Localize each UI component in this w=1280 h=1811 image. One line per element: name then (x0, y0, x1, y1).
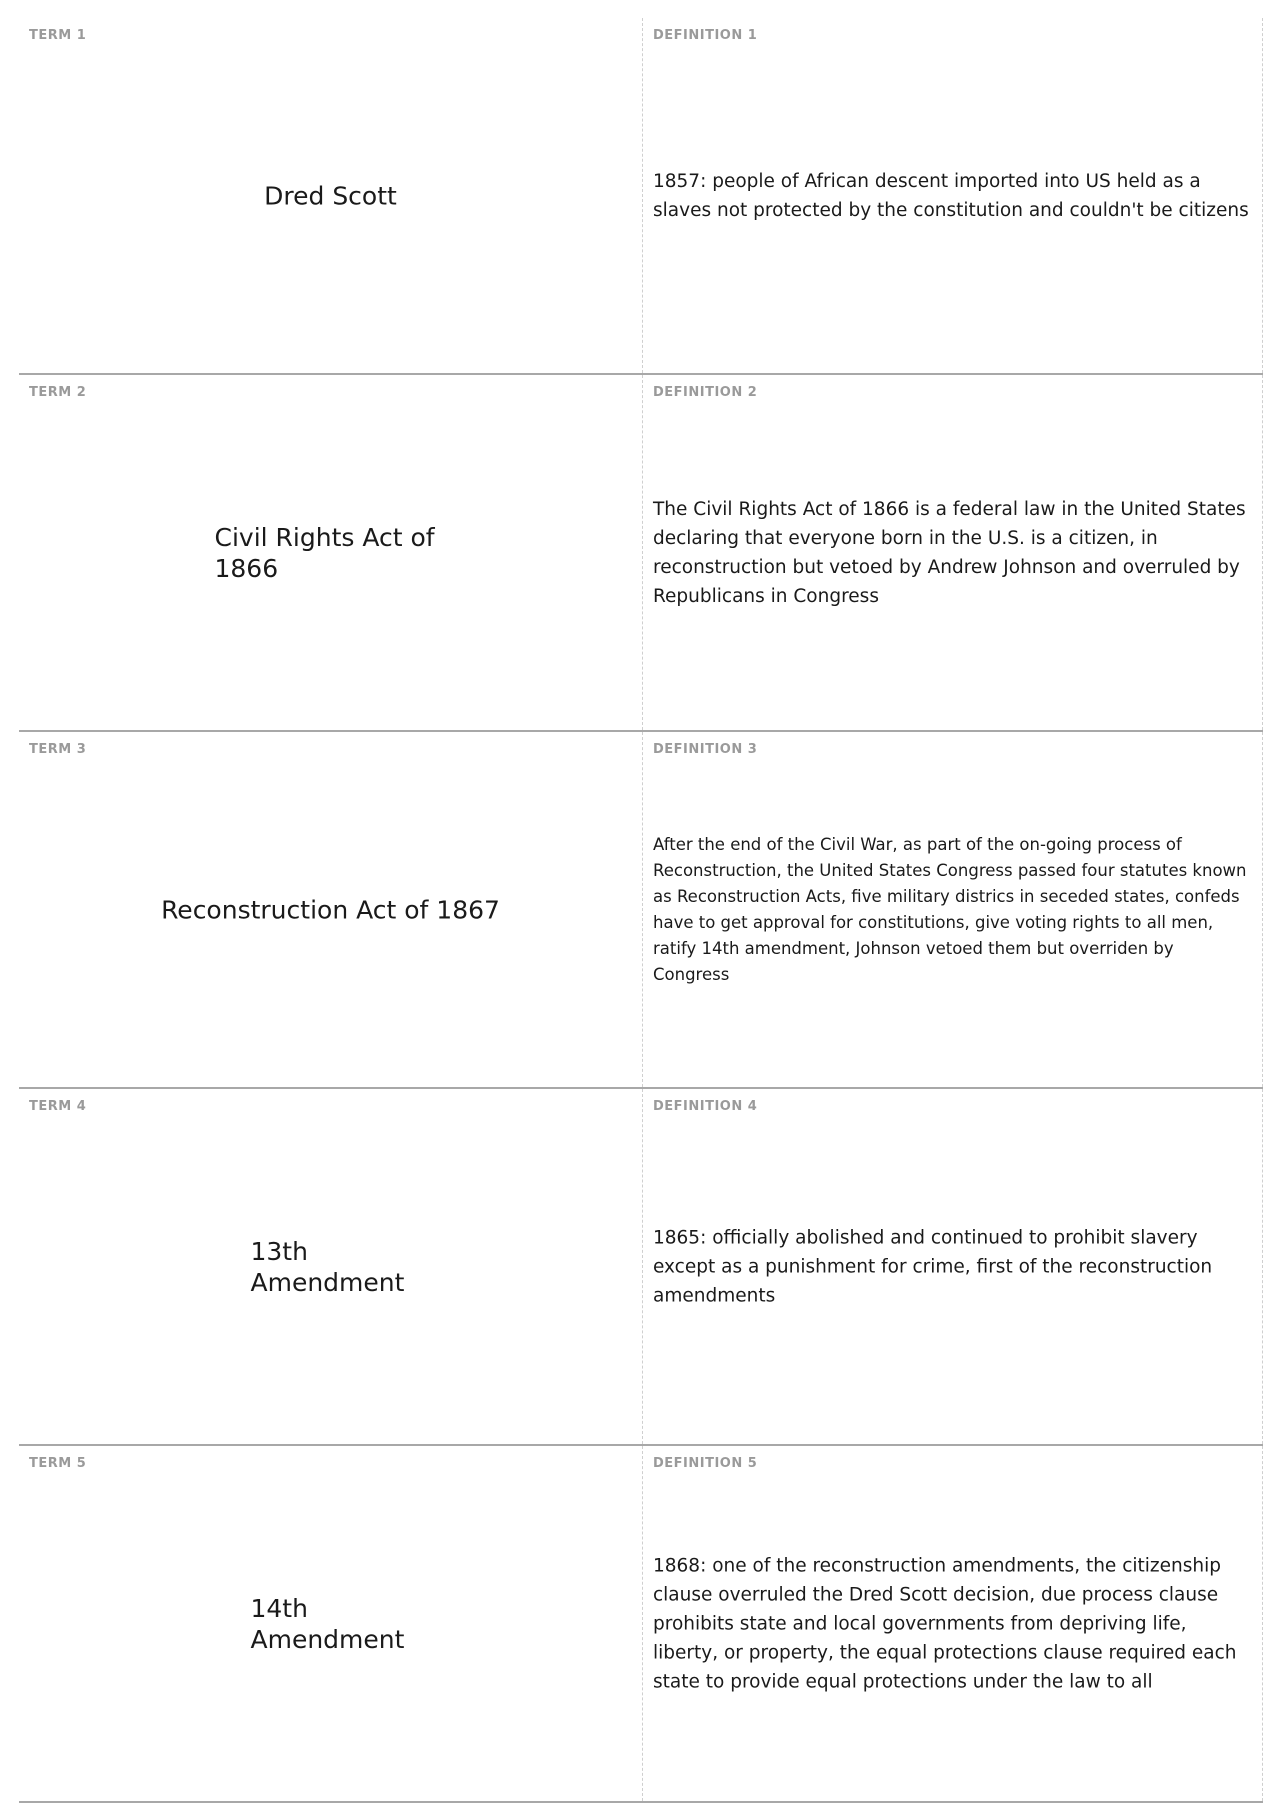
definition-cell (642, 1446, 1263, 1801)
definition-label: DEFINITION 4 (653, 1099, 758, 1114)
term-label: TERM 4 (29, 1099, 87, 1114)
definition-cell (642, 1089, 1263, 1444)
definition-label: DEFINITION 2 (653, 385, 758, 400)
flashcard-sheet (19, 18, 1263, 1803)
definition-cell (642, 18, 1263, 373)
definition-label: DEFINITION 3 (653, 742, 758, 757)
definition-text: After the end of the Civil War, as part of the on-going process of Reconstruction, the United States Congress passed four statutes known as Reconstruction Acts, five military districs in seceded states, confeds have to get approval for constitutions, give voting rights to all men, ratify 14th amendment, Johnson vetoed them but overriden by Congress (653, 834, 1247, 984)
definition-label: DEFINITION 1 (653, 28, 758, 43)
term-cell (19, 1089, 642, 1444)
definition-text: 1865: officially abolished and continued to prohibit slavery except as a punishment for crime, first of the reconstruction amendments (653, 1227, 1213, 1306)
term-label: TERM 1 (29, 28, 87, 43)
term-text: 13th Amendment (250, 1236, 405, 1297)
card-row (19, 1089, 1263, 1446)
term-text: Dred Scott (264, 181, 397, 210)
term-cell (19, 18, 642, 373)
term-label: TERM 3 (29, 742, 87, 757)
card-row (19, 732, 1263, 1089)
definition-text: The Civil Rights Act of 1866 is a federal law in the United States declaring that everyone born in the U.S. is a citizen, in reconstruction but vetoed by Andrew Johnson and overruled by Republicans in Congress (653, 498, 1246, 607)
term-text: Civil Rights Act of 1866 (214, 522, 435, 583)
term-cell (19, 732, 642, 1087)
definition-text: 1857: people of African descent imported into US held as a slaves not protected by the constitution and couldn't be citizens (653, 170, 1249, 221)
term-cell (19, 1446, 642, 1801)
term-cell (19, 375, 642, 730)
definition-cell (642, 375, 1263, 730)
card-row (19, 375, 1263, 732)
card-row (19, 18, 1263, 375)
card-row (19, 1446, 1263, 1803)
definition-cell (642, 732, 1263, 1087)
definition-label: DEFINITION 5 (653, 1456, 758, 1471)
term-text: 14th Amendment (250, 1593, 405, 1654)
term-text: Reconstruction Act of 1867 (161, 895, 500, 924)
definition-text: 1868: one of the reconstruction amendments, the citizenship clause overruled the Dred Scott decision, due process clause prohibits state and local governments from depriving life, liberty, or property, the equal protections clause required each state to provide equal protections under the law to all (653, 1555, 1237, 1692)
term-label: TERM 5 (29, 1456, 87, 1471)
term-label: TERM 2 (29, 385, 87, 400)
